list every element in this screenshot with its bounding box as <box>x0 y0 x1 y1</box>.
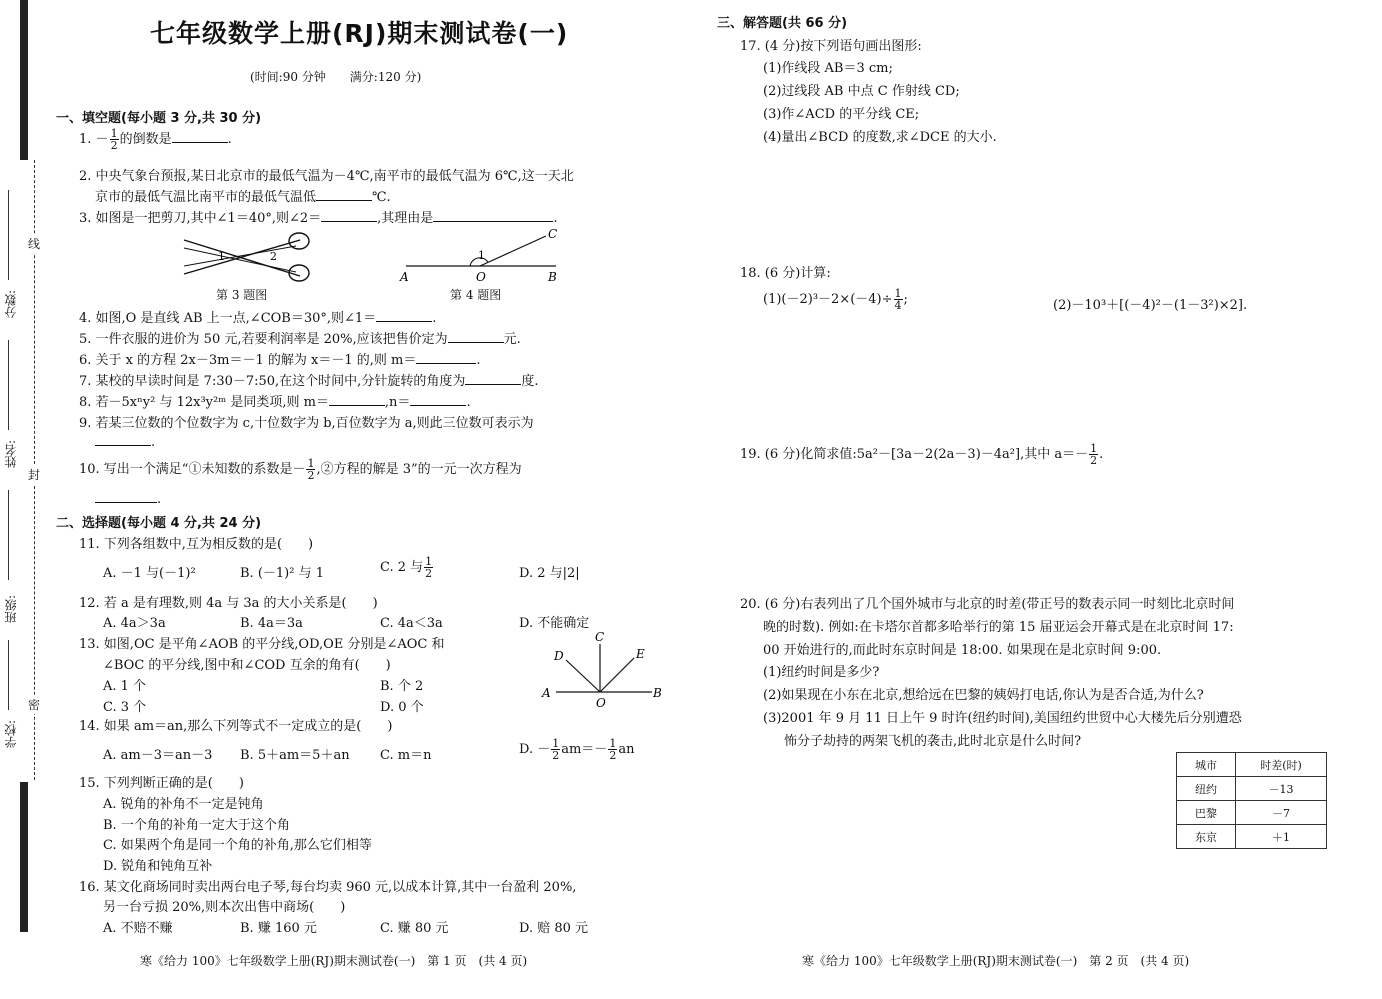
question-20-line7: 怖分子劫持的两架飞机的袭击,此时北京是什么时间? <box>784 734 1082 749</box>
q16-option-c[interactable]: C. 赚 80 元 <box>380 921 449 936</box>
q14-option-b[interactable]: B. 5＋am＝5＋an <box>240 748 350 763</box>
answer-blank[interactable] <box>321 209 377 222</box>
question-18: 18. (6 分)计算: <box>740 266 831 281</box>
q16-option-d[interactable]: D. 赔 80 元 <box>519 921 589 936</box>
q12-option-d[interactable]: D. 不能确定 <box>519 616 590 631</box>
question-20-line4: (1)纽约时间是多少? <box>763 665 880 680</box>
fig3-caption: 第 3 题图 <box>216 288 268 302</box>
table-header-cell: 时差(时) <box>1236 753 1327 777</box>
fill-line <box>8 190 9 280</box>
cut-word-mi: 密 <box>28 695 40 714</box>
angle-line-figure <box>398 226 564 284</box>
table-cell: －13 <box>1236 777 1327 801</box>
q12-option-b[interactable]: B. 4a＝3a <box>240 616 303 631</box>
fill-line <box>8 640 9 710</box>
question-20-line5: (2)如果现在小东在北京,想给远在巴黎的姨妈打电话,你认为是否合适,为什么? <box>763 688 1204 703</box>
name-label: 姓名: <box>4 440 18 469</box>
question-1: 1. － $\frac{1}{2}$ 的倒数是 . <box>79 127 232 152</box>
table-cell: 巴黎 <box>1177 801 1236 825</box>
q14-option-d[interactable]: D. － $\frac{1}{2}$ am＝－ $\frac{1}{2}$ an <box>519 737 635 762</box>
fraction: $\frac{1}{2}$ <box>110 127 118 152</box>
fig4-caption: 第 4 题图 <box>450 288 502 302</box>
svg-text:O: O <box>476 270 486 284</box>
answer-blank[interactable] <box>416 351 476 364</box>
angle-2-label: 2 <box>270 250 277 263</box>
fraction: $\frac{1}{2}$ <box>609 737 617 762</box>
fraction: $\frac{1}{2}$ <box>307 457 315 482</box>
q13-option-d[interactable]: D. 0 个 <box>380 700 424 715</box>
question-16-line1: 16. 某文化商场同时卖出两台电子琴,每台均卖 960 元,以成本计算,其中一台盈利 20%, <box>79 880 577 895</box>
q11-option-a[interactable]: A. －1 与(－1)² <box>103 566 196 581</box>
q18-part-1: (1)(－2)³－2×(－4)÷ $\frac{1}{4}$ ; <box>763 287 908 312</box>
question-11: 11. 下列各组数中,互为相反数的是( ) <box>79 537 314 552</box>
timezone-table <box>1176 752 1327 849</box>
question-2-line1: 2. 中央气象台预报,某日北京市的最低气温为－4℃,南平市的最低气温为 6℃,这一天北 <box>79 169 574 184</box>
question-16-line2: 另一台亏损 20%,则本次出售中商场( ) <box>103 900 346 915</box>
question-8: 8. 若－5xⁿy² 与 12x³y²ᵐ 是同类项,则 m＝ ,n＝ . <box>79 395 471 410</box>
question-6: 6. 关于 x 的方程 2x－3m＝－1 的解为 x＝－1 的,则 m＝ . <box>79 353 481 368</box>
fraction: $\frac{1}{2}$ <box>1090 442 1098 467</box>
question-20-line6: (3)2001 年 9 月 11 日上午 9 时许(纽约时间),美国纽约世贸中心大楼先后分别遭恐 <box>763 711 1242 726</box>
q15-option-c[interactable]: C. 如果两个角是同一个角的补角,那么它们相等 <box>103 838 372 853</box>
class-label: 班级: <box>4 595 18 624</box>
svg-text:A: A <box>542 686 551 700</box>
svg-text:B: B <box>548 270 557 284</box>
table-row <box>1177 777 1327 801</box>
binding-bar-top <box>20 0 28 160</box>
q18-part-2: (2)－10³＋[(－4)²－(1－3²)×2]. <box>1053 298 1248 313</box>
q14-option-c[interactable]: C. m＝n <box>380 748 432 763</box>
fill-line <box>8 490 9 580</box>
cut-word-feng: 封 <box>28 465 40 484</box>
q12-option-a[interactable]: A. 4a＞3a <box>103 616 166 631</box>
page-title: 七年级数学上册(RJ)期末测试卷(一) <box>150 19 569 48</box>
svg-text:O: O <box>596 696 606 710</box>
question-4: 4. 如图,O 是直线 AB 上一点,∠COB＝30°,则∠1＝ . <box>79 311 437 326</box>
q16-option-b[interactable]: B. 赚 160 元 <box>240 921 317 936</box>
fraction: $\frac{1}{2}$ <box>425 555 433 580</box>
question-14: 14. 如果 am＝an,那么下列等式不一定成立的是( ) <box>79 719 393 734</box>
answer-blank[interactable] <box>95 433 151 446</box>
binding-strip <box>0 0 46 999</box>
scissors-figure <box>178 228 318 286</box>
score-label: 分数: <box>4 290 18 319</box>
q15-option-b[interactable]: B. 一个角的补角一定大于这个角 <box>103 818 290 833</box>
question-15: 15. 下列判断正确的是( ) <box>79 776 244 791</box>
question-5: 5. 一件衣服的进价为 50 元,若要利润率是 20%,应该把售价定为 元. <box>79 332 521 347</box>
question-2-line2: 京市的最低气温比南平市的最低气温低 ℃. <box>95 190 391 205</box>
table-row <box>1177 801 1327 825</box>
section3-heading: 三、解答题(共 66 分) <box>717 16 848 31</box>
answer-blank[interactable] <box>172 130 228 143</box>
svg-text:A: A <box>400 270 409 284</box>
q11-option-b[interactable]: B. (－1)² 与 1 <box>240 566 324 581</box>
question-7: 7. 某校的早读时间是 7:30－7:50,在这个时间中,分针旋转的角度为 度. <box>79 374 539 389</box>
question-10-line2: . <box>95 490 161 507</box>
answer-blank[interactable] <box>329 393 385 406</box>
question-12: 12. 若 a 是有理数,则 4a 与 3a 的大小关系是( ) <box>79 596 378 611</box>
question-9-line1: 9. 若某三位数的个位数字为 c,十位数字为 b,百位数字为 a,则此三位数可表示为 <box>79 416 534 431</box>
answer-blank[interactable] <box>95 490 157 503</box>
answer-blank[interactable] <box>376 309 432 322</box>
footer-page-2: 寒《给力 100》七年级数学上册(RJ)期末测试卷(一) 第 2 页 (共 4 页) <box>802 954 1190 968</box>
svg-text:C: C <box>548 227 558 241</box>
fraction: $\frac{1}{2}$ <box>552 737 560 762</box>
question-13-line1: 13. 如图,OC 是平角∠AOB 的平分线,OD,OE 分别是∠AOC 和 <box>79 637 445 652</box>
q11-option-d[interactable]: D. 2 与|2| <box>519 566 580 581</box>
q13-option-b[interactable]: B. 个 2 <box>380 679 424 694</box>
bisector-figure <box>538 628 666 710</box>
question-3: 3. 如图是一把剪刀,其中∠1＝40°,则∠2＝ ,其理由是 . <box>79 211 558 226</box>
question-19: 19. (6 分)化简求值:5a²－[3a－2(2a－3)－4a²],其中 a＝－ $\frac{1}{2}$ . <box>740 442 1104 467</box>
q14-option-a[interactable]: A. am－3＝an－3 <box>103 748 213 763</box>
footer-page-1: 寒《给力 100》七年级数学上册(RJ)期末测试卷(一) 第 1 页 (共 4 页) <box>140 954 528 968</box>
answer-blank[interactable] <box>410 393 466 406</box>
q15-option-d[interactable]: D. 锐角和钝角互补 <box>103 859 213 874</box>
answer-blank[interactable] <box>448 330 504 343</box>
q17-item-3: (3)作∠ACD 的平分线 CE; <box>763 107 920 122</box>
svg-text:B: B <box>653 686 662 700</box>
question-20-line1: 20. (6 分)右表列出了几个国外城市与北京的时差(带正号的数表示同一时刻比北京时间 <box>740 597 1235 612</box>
school-label: 学校: <box>4 720 18 749</box>
q13-option-c[interactable]: C. 3 个 <box>103 700 147 715</box>
svg-text:D: D <box>554 649 564 663</box>
question-10-line1: 10. 写出一个满足“①未知数的系数是－ $\frac{1}{2}$ ,②方程的解是 3”的一元一次方程为 <box>79 457 522 482</box>
svg-text:1: 1 <box>478 249 485 262</box>
answer-blank[interactable] <box>433 209 553 222</box>
exam-meta: (时间:90 分钟 满分:120 分) <box>250 70 422 84</box>
question-20-line2: 晚的时数). 例如:在卡塔尔首都多哈举行的第 15 届亚运会开幕式是在北京时间 17: <box>763 620 1234 635</box>
table-row <box>1177 825 1327 849</box>
fraction: $\frac{1}{4}$ <box>894 287 902 312</box>
table-cell: 东京 <box>1177 825 1236 849</box>
table-cell: －7 <box>1236 801 1327 825</box>
question-9-line2: . <box>95 433 155 450</box>
cut-word-xian: 线 <box>28 234 40 253</box>
question-13-line2: ∠BOC 的平分线,图中和∠COD 互余的角有( ) <box>103 658 391 673</box>
answer-blank[interactable] <box>465 372 521 385</box>
table-header-row <box>1177 753 1327 777</box>
q17-item-2: (2)过线段 AB 中点 C 作射线 CD; <box>763 84 960 99</box>
q15-option-a[interactable]: A. 锐角的补角不一定是钝角 <box>103 797 264 812</box>
svg-text:E: E <box>636 647 645 661</box>
section1-heading: 一、填空题(每小题 3 分,共 30 分) <box>56 111 262 126</box>
question-20-line3: 00 开始进行的,而此时东京时间是 18:00. 如果现在是北京时间 9:00. <box>763 643 1162 658</box>
fill-line <box>8 340 9 430</box>
q17-item-4: (4)量出∠BCD 的度数,求∠DCE 的大小. <box>763 130 997 145</box>
question-17: 17. (4 分)按下列语句画出图形: <box>740 39 922 54</box>
binding-bar-bottom <box>20 782 28 932</box>
q17-item-1: (1)作线段 AB＝3 cm; <box>763 61 893 76</box>
table-cell: ＋1 <box>1236 825 1327 849</box>
table-header-cell: 城市 <box>1177 753 1236 777</box>
answer-blank[interactable] <box>316 188 372 201</box>
q11-option-c[interactable]: C. 2 与 $\frac{1}{2}$ <box>380 555 433 580</box>
q13-option-a[interactable]: A. 1 个 <box>103 679 147 694</box>
table-cell: 纽约 <box>1177 777 1236 801</box>
angle-1-label: 1 <box>218 250 225 263</box>
section2-heading: 二、选择题(每小题 4 分,共 24 分) <box>56 516 262 531</box>
q16-option-a[interactable]: A. 不赔不赚 <box>103 921 173 936</box>
svg-text:C: C <box>595 630 605 644</box>
q12-option-c[interactable]: C. 4a＜3a <box>380 616 443 631</box>
